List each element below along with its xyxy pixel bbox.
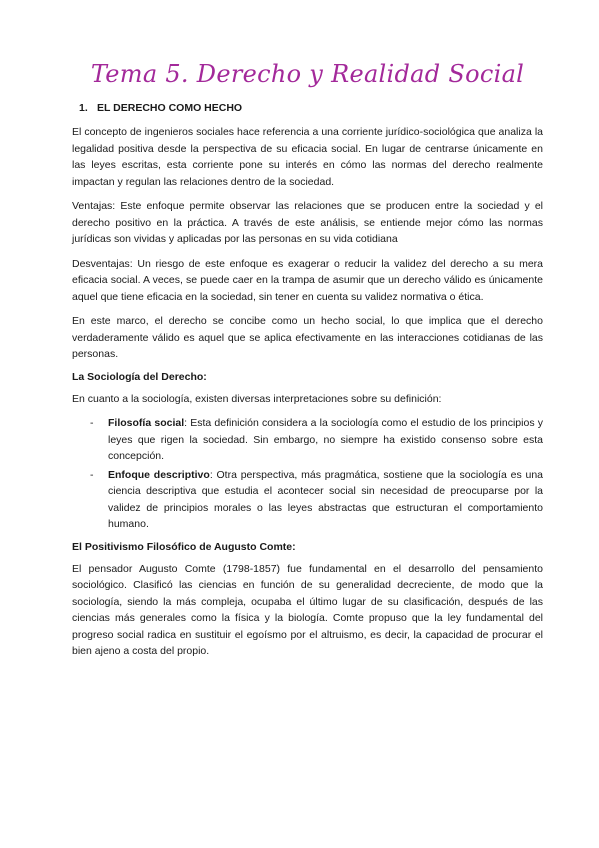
list-dash: - (90, 468, 94, 481)
sociologia-heading: La Sociología del Derecho: (72, 370, 207, 383)
positivismo-heading: El Positivismo Filosófico de Augusto Comte: (72, 540, 296, 553)
definition-text: : Esta definición considera a la sociología como el estudio de los principios y leyes que rigen la sociedad. Sin embargo, no siempre ha existido consenso sobre esta concepción. (108, 417, 543, 462)
ventajas-paragraph: Ventajas: Este enfoque permite observar las relaciones que se producen entre la sociedad y el derecho positivo en la práctica. A través de este análisis, se entiende mejor cómo las normas jurídicas son vividas y aplicadas por las personas en su vida cotidiana (72, 200, 543, 245)
definition-term: Enfoque descriptivo (108, 468, 210, 481)
definition-text: : Otra perspectiva, más pragmática, sostiene que la sociología es una ciencia descriptiva que estudia el acontecer social sin necesidad de preocuparse por la validez de principios morales o las leyes abstractas que estructuran el comportamiento humano. (108, 468, 543, 530)
document-page (72, 52, 543, 668)
definition-term: Filosofía social (108, 417, 185, 429)
sociologia-intro: En cuanto a la sociología, existen diversas interpretaciones sobre su definición: (72, 392, 442, 405)
section-heading (79, 102, 543, 114)
list-dash: - (90, 417, 94, 429)
intro-paragraph: El concepto de ingenieros sociales hace referencia a una corriente jurídico-sociológica que analiza la legalidad positiva desde la perspectiva de su eficacia social. En lugar de centrarse únicamente en las leyes escritas, esta corriente pone su interés en cómo las normas del derecho realmente impactan y regulan las relaciones dentro de la sociedad. (72, 126, 543, 188)
list-item (72, 415, 543, 465)
definitions-list (72, 415, 543, 533)
positivismo-paragraph: El pensador Augusto Comte (1798-1857) fue fundamental en el desarrollo del pensamiento sociológico. Clasificó las ciencias en función de su generalidad decreciente, de modo que la sociología, siendo la más compleja, ocupaba el último lugar de su clasificación, después de las ciencias más generales como la física y la biología. Comte propuso que la ley fundamental del progreso social radica en sustituir el egoísmo por el altruismo, es decir, la capacidad de procurar el bien ajeno a costa del propio. (72, 562, 543, 657)
desventajas-paragraph: Desventajas: Un riesgo de este enfoque es exagerar o reducir la validez del derecho a su mera eficacia social. A veces, se puede caer en la trampa de asumir que un derecho válido es únicamente aquel que tiene eficacia en la sociedad, sin tener en cuenta su validez normativa o ética. (72, 257, 543, 303)
section-heading-text: EL DERECHO COMO HECHO (97, 102, 243, 114)
section-number: 1. (79, 102, 88, 114)
page-title: Tema 5. Derecho y Realidad Social (90, 60, 525, 88)
list-item (72, 467, 543, 533)
marco-paragraph: En este marco, el derecho se concibe como un hecho social, lo que implica que el derecho verdaderamente válido es aquel que se aplica efectivamente en las interacciones cotidianas de las personas. (72, 315, 543, 360)
